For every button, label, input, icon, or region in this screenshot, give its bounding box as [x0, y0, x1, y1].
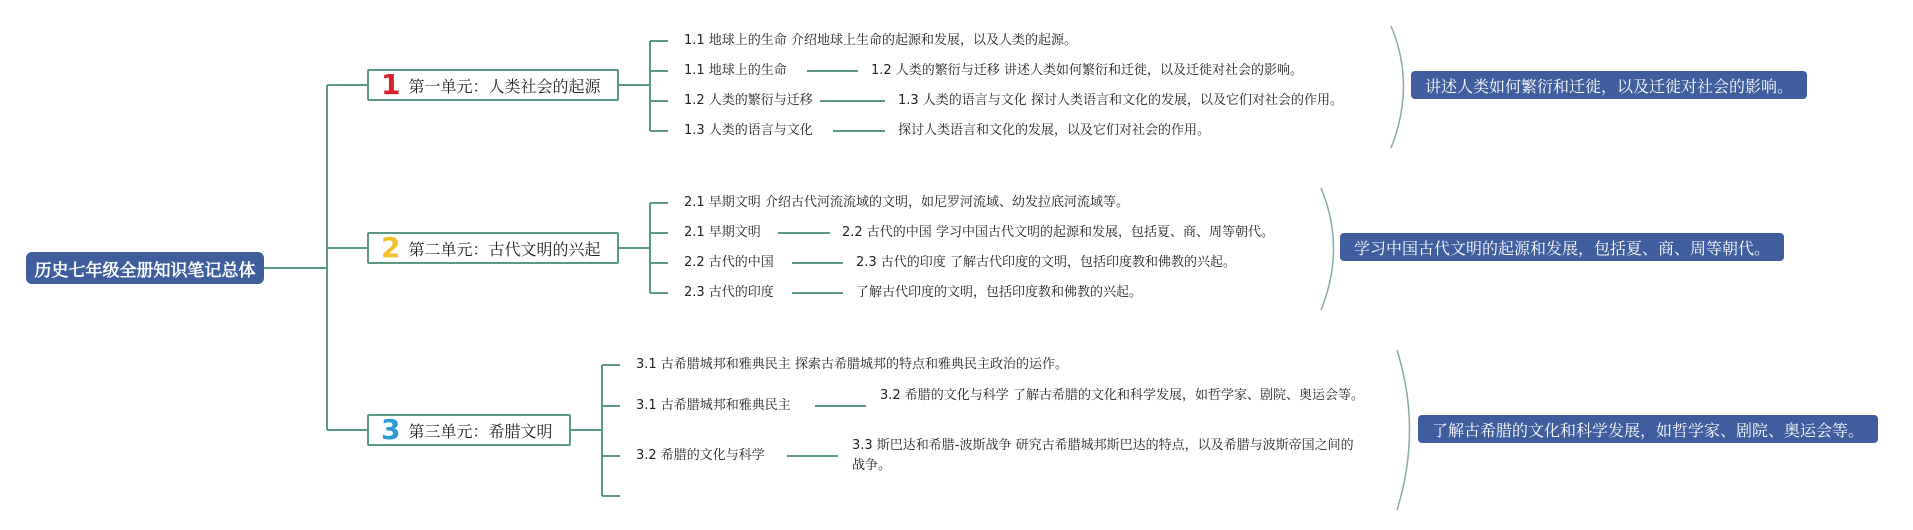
- number-3-icon: 3: [381, 413, 401, 446]
- unit-3-summary[interactable]: 了解古希腊的文化和科学发展，如哲学家、剧院、奥运会等。: [1418, 415, 1878, 443]
- unit-1-title: 第一单元：人类社会的起源: [408, 76, 601, 96]
- unit-1-item-3-detail[interactable]: 1.3 人类的语言与文化 探讨人类语言和文化的发展，以及它们对社会的作用。: [898, 93, 1343, 108]
- unit-2-item-3[interactable]: 2.2 古代的中国: [684, 255, 774, 270]
- unit-2-item-4[interactable]: 2.3 古代的印度: [684, 285, 774, 300]
- unit-3-item-2[interactable]: 3.1 古希腊城邦和雅典民主: [636, 398, 791, 413]
- unit-1-item-2[interactable]: 1.1 地球上的生命: [684, 63, 787, 78]
- unit-2-item-2-detail[interactable]: 2.2 古代的中国 学习中国古代文明的起源和发展，包括夏、商、周等朝代。: [842, 225, 1274, 240]
- unit-2-item-4-detail[interactable]: 了解古代印度的文明，包括印度教和佛教的兴起。: [856, 285, 1143, 300]
- number-1-icon: 1: [381, 68, 401, 101]
- unit-1-node[interactable]: [367, 69, 619, 101]
- unit-2-title: 第二单元：古代文明的兴起: [408, 239, 601, 259]
- unit-1-item-1[interactable]: 1.1 地球上的生命 介绍地球上生命的起源和发展，以及人类的起源。: [684, 33, 1077, 48]
- number-2-icon: 2: [381, 231, 401, 264]
- unit-3-item-3[interactable]: 3.2 希腊的文化与科学: [636, 448, 765, 463]
- unit-2-summary[interactable]: 学习中国古代文明的起源和发展，包括夏、商、周等朝代。: [1340, 233, 1784, 261]
- unit-2-item-1[interactable]: 2.1 早期文明 介绍古代河流流域的文明，如尼罗河流域、幼发拉底河流域等。: [684, 195, 1129, 210]
- unit-2-node[interactable]: [367, 232, 619, 264]
- unit-2-item-3-detail[interactable]: 2.3 古代的印度 了解古代印度的文明，包括印度教和佛教的兴起。: [856, 255, 1236, 270]
- root-node[interactable]: [26, 252, 264, 284]
- root-title: 历史七年级全册知识笔记总体: [34, 260, 256, 281]
- unit-3-node[interactable]: [367, 414, 571, 446]
- unit-1-summary[interactable]: 讲述人类如何繁衍和迁徙，以及迁徙对社会的影响。: [1411, 71, 1807, 99]
- unit-3-title: 第三单元：希腊文明: [408, 421, 553, 441]
- unit-1-item-2-detail[interactable]: 1.2 人类的繁衍与迁移 讲述人类如何繁衍和迁徙，以及迁徙对社会的影响。: [871, 63, 1303, 78]
- unit-1-item-3[interactable]: 1.2 人类的繁衍与迁移: [684, 93, 813, 108]
- unit-1-item-4[interactable]: 1.3 人类的语言与文化: [684, 123, 813, 138]
- unit-3-item-1[interactable]: 3.1 古希腊城邦和雅典民主 探索古希腊城邦的特点和雅典民主政治的运作。: [636, 357, 1068, 372]
- unit-3-item-2-detail[interactable]: 3.2 希腊的文化与科学 了解古希腊的文化和科学发展，如哲学家、剧院、奥运会等。: [880, 388, 1364, 403]
- unit-1-item-4-detail[interactable]: 探讨人类语言和文化的发展，以及它们对社会的作用。: [898, 123, 1211, 138]
- unit-2-item-2[interactable]: 2.1 早期文明: [684, 225, 761, 240]
- unit-3-item-3-detail[interactable]: 3.3 斯巴达和希腊-波斯战争 研究古希腊城邦斯巴达的特点，以及希腊与波斯帝国之间的战争。: [852, 438, 1354, 473]
